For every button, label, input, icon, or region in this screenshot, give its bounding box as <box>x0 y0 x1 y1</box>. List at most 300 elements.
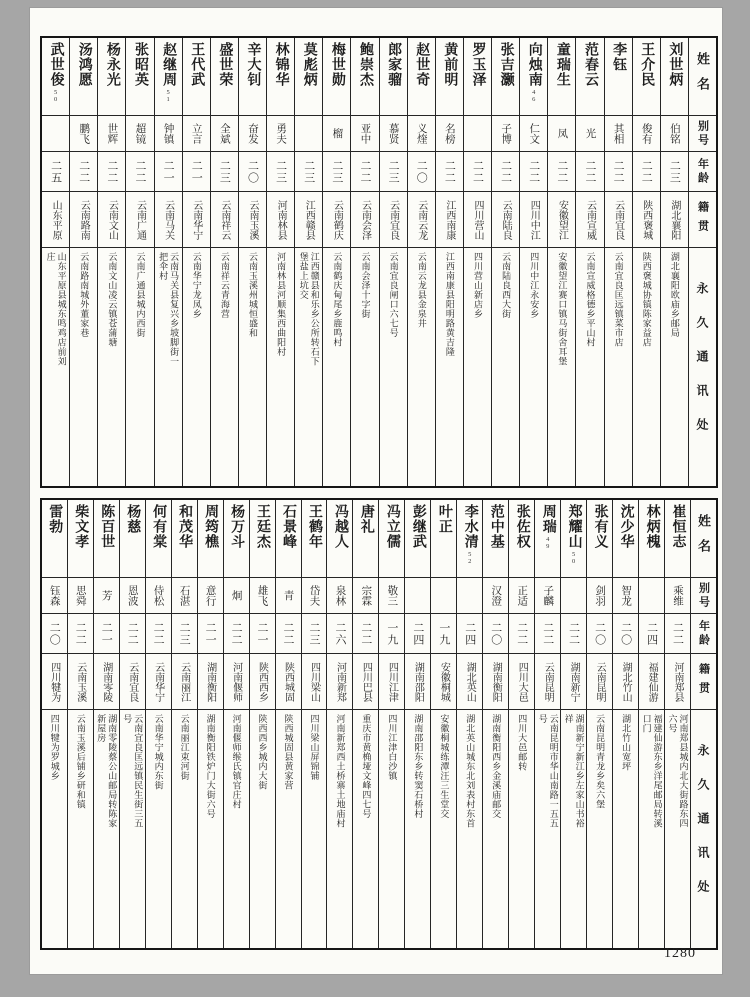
person-address-text: 云南广通县城内西街 <box>135 252 146 338</box>
person-column <box>238 38 266 486</box>
person-age: 二二 <box>126 152 153 192</box>
person-alias: 立言 <box>183 116 210 152</box>
person-address <box>302 710 327 948</box>
person-age: 二一 <box>250 614 275 654</box>
person-column <box>69 38 97 486</box>
person-age: 二二 <box>605 152 632 192</box>
person-age: 二一 <box>94 614 119 654</box>
person-alias: 子博 <box>492 116 519 152</box>
person-alias: 智龙 <box>613 578 638 614</box>
person-age: 二六 <box>327 614 352 654</box>
person-name-text: 武世俊 <box>48 42 64 87</box>
person-address-text: 云南玉溪州城恒盛和 <box>247 252 258 338</box>
person-native: 福建仙游 <box>639 654 664 710</box>
person-name <box>408 38 435 116</box>
person-column <box>93 500 119 948</box>
person-address <box>94 710 119 948</box>
person-column <box>350 38 378 486</box>
person-column <box>660 38 688 486</box>
person-name <box>379 500 404 578</box>
person-address <box>457 710 482 948</box>
person-age: 二二 <box>146 614 171 654</box>
person-address <box>665 710 690 948</box>
person-name <box>172 500 197 578</box>
person-age: 一九 <box>379 614 404 654</box>
person-age: 二三 <box>172 614 197 654</box>
person-address <box>98 248 125 486</box>
person-name-text: 周筠樵 <box>203 504 219 549</box>
person-address-text: 重庆市黄桷垭文峰四七号 <box>361 714 372 819</box>
person-native: 江西赣县 <box>295 192 322 248</box>
person-native: 湖南新宁 <box>561 654 586 710</box>
person-name <box>146 500 171 578</box>
person-address-text: 山东平原县城东鸣鸡店前刘庄 <box>45 252 67 366</box>
person-name <box>464 38 491 116</box>
person-name-text: 李水清 <box>462 504 478 549</box>
person-address-text: 四川梁山屏锦铺 <box>309 714 320 781</box>
person-address-text: 云南昆明青龙乡矣六堡 <box>595 714 606 809</box>
person-name-text: 向烛南 <box>526 42 542 87</box>
person-name <box>535 500 560 578</box>
person-native: 湖北竹山 <box>613 654 638 710</box>
person-age: 二一 <box>155 152 182 192</box>
person-age: 二〇 <box>483 614 508 654</box>
person-name-text: 唐礼 <box>358 504 374 534</box>
person-column <box>301 500 327 948</box>
person-column <box>266 38 294 486</box>
header-label-name: 姓名 <box>689 38 716 116</box>
person-age: 二三 <box>661 152 688 192</box>
person-native: 山东平原 <box>42 192 69 248</box>
person-column <box>491 38 519 486</box>
person-native: 云南玉溪 <box>68 654 93 710</box>
person-name-text: 林炳槐 <box>644 504 660 549</box>
person-address-text: 河南偃师缑氏镇官庄村 <box>231 714 242 809</box>
header-label-address: 永久通讯处 <box>689 248 716 486</box>
person-column <box>407 38 435 486</box>
header-column <box>690 500 716 948</box>
person-name <box>94 500 119 578</box>
person-address-text: 四川营山新店乡 <box>472 252 483 319</box>
person-name <box>431 500 456 578</box>
person-alias: 凤 <box>548 116 575 152</box>
person-column <box>197 500 223 948</box>
person-name <box>302 500 327 578</box>
person-age: 二二 <box>70 152 97 192</box>
person-address <box>535 710 560 948</box>
person-native: 湖南衡阳 <box>198 654 223 710</box>
person-address-text: 湖北襄阳欧庙乡邮局 <box>669 252 680 338</box>
person-column <box>125 38 153 486</box>
person-column <box>294 38 322 486</box>
person-age: 二一 <box>183 152 210 192</box>
person-address-text: 湖南新宁新江乡左家山书裕祥 <box>563 714 585 828</box>
person-name-text: 王介民 <box>639 42 655 87</box>
person-address-text: 河南林县河顺集西曲阳村 <box>276 252 287 357</box>
person-native: 四川营山 <box>464 192 491 248</box>
person-native: 湖南邵阳 <box>405 654 430 710</box>
person-column <box>154 38 182 486</box>
person-address-text: 湖北英山城东北刘表村东首 <box>465 714 476 828</box>
person-native: 云南祥云 <box>211 192 238 248</box>
person-native: 四川中江 <box>520 192 547 248</box>
person-address <box>492 248 519 486</box>
person-address <box>605 248 632 486</box>
person-alias: 石湛 <box>172 578 197 614</box>
person-age: 一九 <box>431 614 456 654</box>
header-label-name: 姓名 <box>691 500 716 578</box>
person-address-text: 陕西西乡城内大街 <box>257 714 268 790</box>
person-name <box>126 38 153 116</box>
person-address <box>548 248 575 486</box>
person-native: 云南文山 <box>98 192 125 248</box>
person-name <box>211 38 238 116</box>
person-name-text: 何有棠 <box>151 504 167 549</box>
person-alias: 伯铭 <box>661 116 688 152</box>
person-address <box>379 710 404 948</box>
person-column <box>534 500 560 948</box>
person-column <box>435 38 463 486</box>
person-age: 二二 <box>633 152 660 192</box>
person-column <box>379 38 407 486</box>
person-address <box>613 710 638 948</box>
person-name-text: 叶正 <box>436 504 452 534</box>
person-column <box>182 38 210 486</box>
directory-table-bottom <box>40 498 718 950</box>
person-name <box>42 38 69 116</box>
person-name <box>353 500 378 578</box>
person-alias: 鹏飞 <box>70 116 97 152</box>
person-native: 四川江津 <box>379 654 404 710</box>
person-name <box>267 38 294 116</box>
person-address <box>267 248 294 486</box>
person-column <box>632 38 660 486</box>
person-alias <box>431 578 456 614</box>
person-address <box>587 710 612 948</box>
person-name <box>492 38 519 116</box>
person-alias: 世辉 <box>98 116 125 152</box>
person-address <box>155 248 182 486</box>
person-column <box>171 500 197 948</box>
person-address <box>276 710 301 948</box>
person-native: 湖南零陵 <box>94 654 119 710</box>
person-age: 二二 <box>576 152 603 192</box>
person-address <box>295 248 322 486</box>
person-address-text: 河南郑县城内北大街路东四六号 <box>667 714 689 828</box>
person-native: 河南林县 <box>267 192 294 248</box>
person-native: 云南华宁 <box>146 654 171 710</box>
person-native: 云南鹤庆 <box>323 192 350 248</box>
person-address-text: 云南玉溪后铺乡研和镇 <box>75 714 86 809</box>
person-native: 四川梁山 <box>302 654 327 710</box>
person-name <box>198 500 223 578</box>
person-alias: 剑羽 <box>587 578 612 614</box>
person-name-text: 郑耀山 <box>566 504 582 549</box>
person-alias: 炯 <box>224 578 249 614</box>
person-name <box>42 500 67 578</box>
header-label-alias: 别号 <box>691 578 716 614</box>
person-name-text: 黄前明 <box>442 42 458 87</box>
person-name-text: 陈百世 <box>99 504 115 549</box>
person-alias: 全斌 <box>211 116 238 152</box>
person-address-text: 四川中江永安乡 <box>529 252 540 319</box>
person-name-text: 莫彪炳 <box>301 42 317 87</box>
person-name-text: 石景峰 <box>281 504 297 549</box>
person-name <box>548 38 575 116</box>
person-name-text: 鲍崇杰 <box>357 42 373 87</box>
person-column <box>612 500 638 948</box>
person-native: 陕西褒城 <box>633 192 660 248</box>
person-column <box>604 38 632 486</box>
person-name-text: 范中基 <box>488 504 504 549</box>
person-age: 二三 <box>380 152 407 192</box>
person-column <box>508 500 534 948</box>
person-alias: 奋发 <box>239 116 266 152</box>
person-native: 云南宣威 <box>576 192 603 248</box>
person-name-text: 柴文孝 <box>73 504 89 549</box>
person-alias <box>464 116 491 152</box>
person-column <box>404 500 430 948</box>
person-age: 二一 <box>198 614 223 654</box>
person-alias: 榴 <box>323 116 350 152</box>
person-name <box>155 38 182 116</box>
person-name-text: 张昭英 <box>132 42 148 87</box>
person-alias: 雄飞 <box>250 578 275 614</box>
person-address-text: 云南华宁城内东街 <box>153 714 164 790</box>
person-name-text: 冯立儒 <box>384 504 400 549</box>
person-address <box>633 248 660 486</box>
person-address-text: 湖北竹山宽坪 <box>621 714 632 771</box>
person-alias: 其相 <box>605 116 632 152</box>
person-column <box>42 500 67 948</box>
person-native: 河南郑县 <box>665 654 690 710</box>
person-native: 安徽望江 <box>548 192 575 248</box>
person-alias <box>639 578 664 614</box>
person-alias: 岱夫 <box>302 578 327 614</box>
person-alias: 仁文 <box>520 116 547 152</box>
person-name-text: 沈少华 <box>618 504 634 549</box>
person-name-text: 罗玉泽 <box>470 42 486 87</box>
person-address <box>198 710 223 948</box>
person-name <box>250 500 275 578</box>
name-annotation: 50 <box>570 551 578 565</box>
person-column <box>463 38 491 486</box>
person-address <box>327 710 352 948</box>
person-name <box>613 500 638 578</box>
person-alias: 汉澄 <box>483 578 508 614</box>
person-name-text: 林锦华 <box>273 42 289 87</box>
person-alias: 恩波 <box>120 578 145 614</box>
person-address-text: 云南会泽十字街 <box>360 252 371 319</box>
person-alias: 亚中 <box>351 116 378 152</box>
person-name <box>661 38 688 116</box>
person-age: 二二 <box>353 614 378 654</box>
header-column <box>688 38 716 486</box>
person-native: 云南马关 <box>155 192 182 248</box>
person-alias: 正适 <box>509 578 534 614</box>
person-name <box>509 500 534 578</box>
name-annotation: 46 <box>530 89 538 103</box>
person-column <box>249 500 275 948</box>
person-address <box>183 248 210 486</box>
person-column <box>638 500 664 948</box>
person-address <box>520 248 547 486</box>
person-column <box>223 500 249 948</box>
person-age: 二三 <box>295 152 322 192</box>
person-address-text: 云南宣威格德乡平山村 <box>585 252 596 347</box>
person-address-text: 湖南零陵蔡公山邮局转陈家新屋房 <box>96 714 118 828</box>
person-name <box>520 38 547 116</box>
person-name-text: 张佐权 <box>514 504 530 549</box>
person-name-text: 郎家骝 <box>386 42 402 87</box>
person-age: 二〇 <box>613 614 638 654</box>
person-alias: 芳 <box>94 578 119 614</box>
person-name <box>576 38 603 116</box>
person-name <box>561 500 586 578</box>
header-label-native: 籍贯 <box>691 654 716 710</box>
person-address-text: 四川江津白沙镇 <box>387 714 398 781</box>
person-name <box>327 500 352 578</box>
person-age: 二三 <box>302 614 327 654</box>
person-age: 二〇 <box>239 152 266 192</box>
person-name <box>605 38 632 116</box>
person-name-text: 范春云 <box>582 42 598 87</box>
person-alias: 名榜 <box>436 116 463 152</box>
person-column <box>378 500 404 948</box>
person-address <box>661 248 688 486</box>
header-label-alias: 别号 <box>689 116 716 152</box>
person-age: 二二 <box>492 152 519 192</box>
person-name-text: 盛世荣 <box>217 42 233 87</box>
person-name-text: 张吉灏 <box>498 42 514 87</box>
person-name <box>239 38 266 116</box>
person-address-text: 云南宜良匡远镇民生街三五号 <box>122 714 144 828</box>
person-address <box>405 710 430 948</box>
person-address <box>380 248 407 486</box>
person-name-text: 杨慈 <box>125 504 141 534</box>
person-alias: 宗霖 <box>353 578 378 614</box>
person-alias: 义煃 <box>408 116 435 152</box>
person-name <box>351 38 378 116</box>
person-alias: 乘维 <box>665 578 690 614</box>
person-address-text: 江西南康县阳明路黄吉隆 <box>444 252 455 357</box>
person-age: 二二 <box>120 614 145 654</box>
person-name <box>380 38 407 116</box>
person-address-text: 云南祥云青海营 <box>219 252 230 319</box>
person-name <box>295 38 322 116</box>
person-address <box>483 710 508 948</box>
person-age: 二五 <box>42 152 69 192</box>
person-native: 河南新郑 <box>327 654 352 710</box>
person-address-text: 湖南衡阳西乡金溪庙邮交 <box>491 714 502 819</box>
person-address <box>68 710 93 948</box>
person-name <box>323 38 350 116</box>
person-name <box>633 38 660 116</box>
person-address-text: 云南云龙县金泉井 <box>416 252 427 328</box>
person-alias: 敬三 <box>379 578 404 614</box>
person-name-text: 雷勃 <box>47 504 63 534</box>
person-name-text: 李钰 <box>611 42 627 72</box>
person-name-text: 梅世勋 <box>329 42 345 87</box>
person-age: 二二 <box>68 614 93 654</box>
person-name <box>120 500 145 578</box>
person-column <box>67 500 93 948</box>
person-native: 云南宜良 <box>605 192 632 248</box>
person-name-text: 彭继武 <box>410 504 426 549</box>
person-name-text: 汤鸿愿 <box>76 42 92 87</box>
person-address-text: 云南丽江束河街 <box>179 714 190 781</box>
person-address <box>239 248 266 486</box>
person-age: 二二 <box>561 614 586 654</box>
person-address <box>172 710 197 948</box>
person-alias <box>42 116 69 152</box>
person-alias <box>295 116 322 152</box>
person-native: 云南华宁 <box>183 192 210 248</box>
person-native: 湖南衡阳 <box>483 654 508 710</box>
person-name-text: 张有义 <box>592 504 608 549</box>
person-column <box>352 500 378 948</box>
person-address <box>126 248 153 486</box>
person-native: 河南偃师 <box>224 654 249 710</box>
person-address-text: 福建仙游东乡洋尾邮局转溪口门 <box>641 714 663 828</box>
person-alias: 子麟 <box>535 578 560 614</box>
person-address <box>431 710 456 948</box>
person-column <box>145 500 171 948</box>
person-address <box>561 710 586 948</box>
person-address <box>351 248 378 486</box>
person-native: 云南宜良 <box>120 654 145 710</box>
person-native: 四川犍为 <box>42 654 67 710</box>
person-native: 云南昆明 <box>587 654 612 710</box>
person-name <box>276 500 301 578</box>
person-name-text: 冯越人 <box>332 504 348 549</box>
person-alias: 意行 <box>198 578 223 614</box>
person-address-text: 云南昆明市华山南路一五五号 <box>537 714 559 828</box>
person-column <box>326 500 352 948</box>
person-address-text: 云南路南城外董家巷 <box>79 252 90 338</box>
person-address-text: 陕西城固县黄家营 <box>283 714 294 790</box>
person-address-text: 云南华宁龙凤乡 <box>191 252 202 319</box>
person-column <box>586 500 612 948</box>
person-address <box>509 710 534 948</box>
person-address <box>250 710 275 948</box>
person-alias: 俊有 <box>633 116 660 152</box>
header-label-native: 籍贯 <box>689 192 716 248</box>
person-address <box>436 248 463 486</box>
person-age: 二二 <box>98 152 125 192</box>
person-alias: 钟镇 <box>155 116 182 152</box>
person-age: 二二 <box>548 152 575 192</box>
person-name-text: 王鹤年 <box>306 504 322 549</box>
person-name <box>98 38 125 116</box>
person-column <box>456 500 482 948</box>
person-column <box>430 500 456 948</box>
person-alias: 思舜 <box>68 578 93 614</box>
person-age: 二〇 <box>587 614 612 654</box>
directory-table-top <box>40 36 718 488</box>
person-address-text: 云南马关县复兴乡坡脚街一把伞村 <box>158 252 180 366</box>
person-native: 陕西城固 <box>276 654 301 710</box>
person-column <box>575 38 603 486</box>
person-address-text: 云南宜良闸口六七号 <box>388 252 399 338</box>
person-column <box>119 500 145 948</box>
person-age: 二二 <box>276 614 301 654</box>
person-name-text: 童瑞生 <box>554 42 570 87</box>
person-native: 四川巴县 <box>353 654 378 710</box>
person-column <box>210 38 238 486</box>
person-address <box>323 248 350 486</box>
person-alias: 侍松 <box>146 578 171 614</box>
